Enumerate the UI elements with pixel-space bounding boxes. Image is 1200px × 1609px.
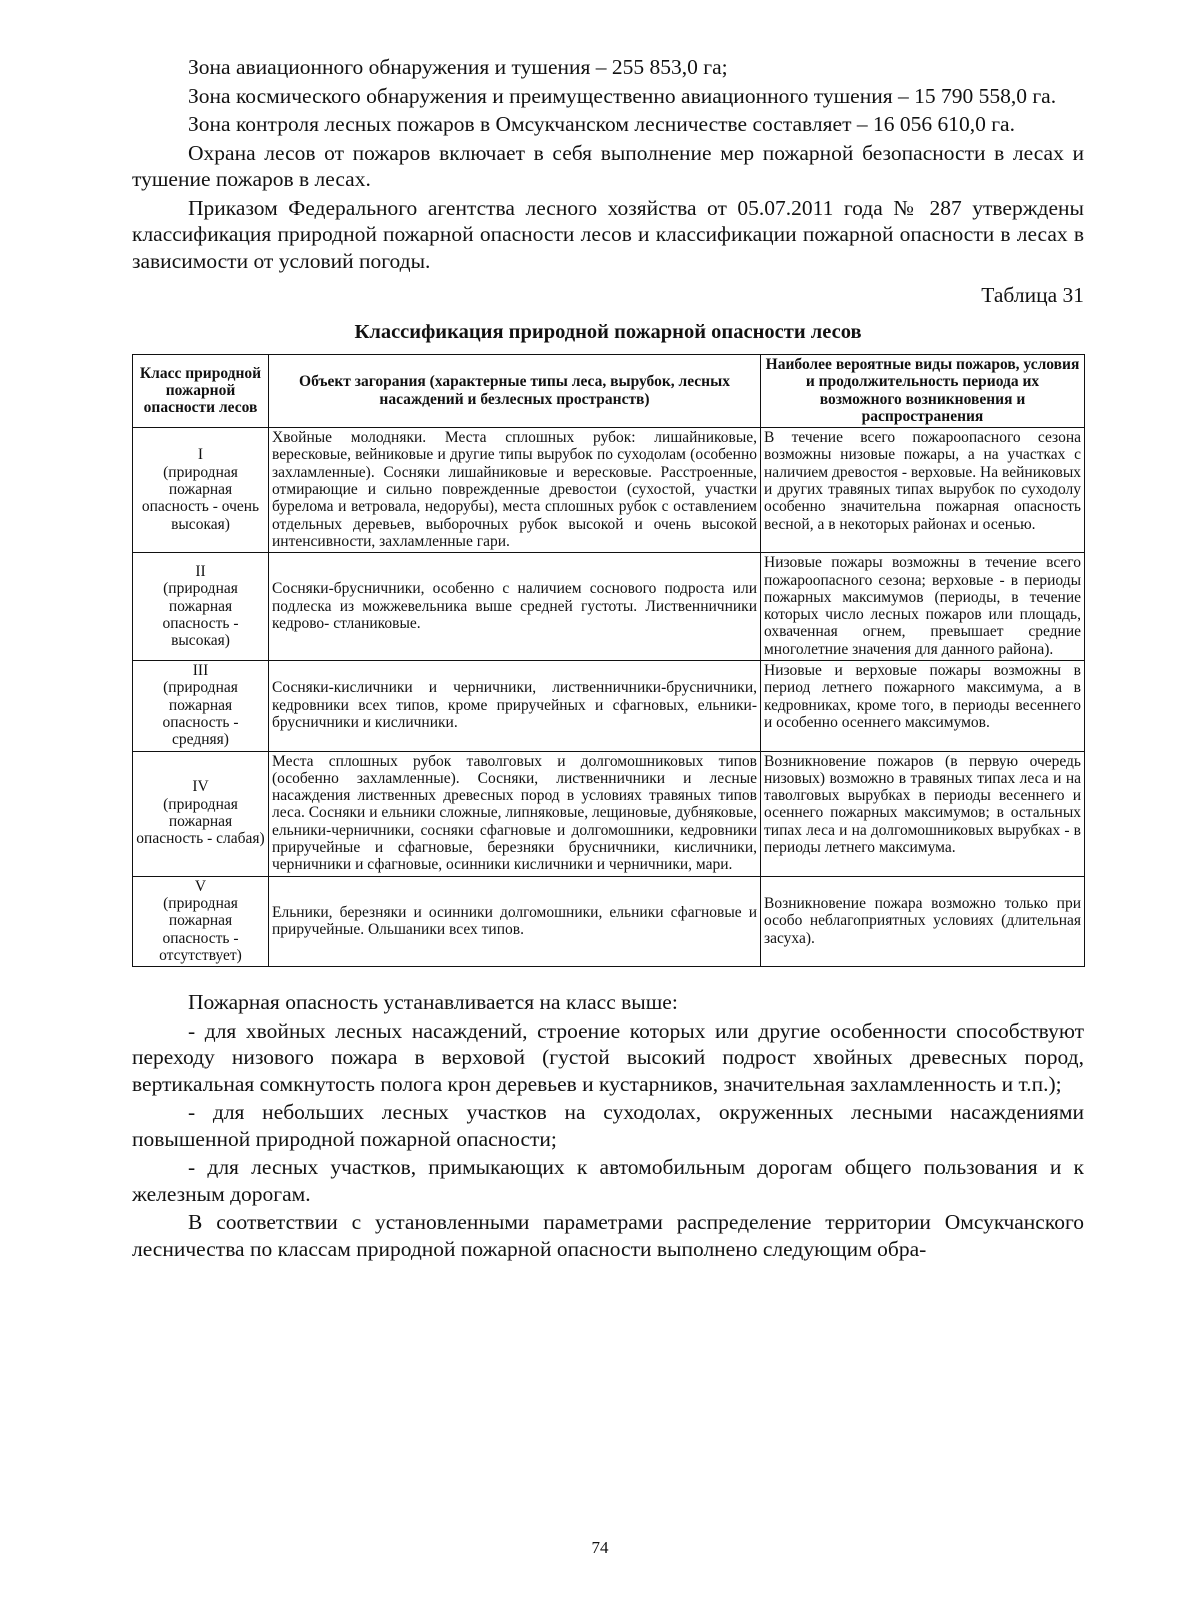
class-cell: IV (природная пожарная опасность - слабая)	[133, 751, 269, 876]
class-cell: III (природная пожарная опасность - средняя)	[133, 661, 269, 751]
document-page	[132, 54, 1084, 1264]
paragraph-space-zone: Зона космического обнаружения и преимущественно авиационного тушения – 15 790 558,0 га.	[188, 83, 1057, 108]
object-cell: Места сплошных рубок таволговых и долгомошниковых типов (особенно захламленные). Сосняки, лиственничники и лесные насаждения лиственных древесных пород в условиях травяных типов леса. Сосняки и ельники сложные, липняковые, лещиновые, дубняковые, ельники-черничники, сосняки сфагновые и долгомошники, кедровники приручейные и сфагновые, березняки брусничники, кисличники, черничники и сфагновые, осинники кисличники и черничники, мари.	[269, 751, 761, 876]
header-fire-types: Наиболее вероятные виды пожаров, условия и продолжительность периода их возможного возникновения и распространения	[761, 355, 1085, 428]
fire-cell: Низовые и верховые пожары возможны в период летнего пожарного максимума, а в кедровниках, кроме того, в периоды весеннего и особенно осеннего максимумов.	[761, 661, 1085, 751]
table-row	[133, 428, 1085, 553]
table-row	[133, 553, 1085, 661]
table-row	[133, 751, 1085, 876]
class-cell: I (природная пожарная опасность - очень высокая)	[133, 428, 269, 553]
table-title: Классификация природной пожарной опасности лесов	[354, 321, 862, 343]
fire-cell: Возникновение пожара возможно только при особо неблагоприятных условиях (длительная засуха).	[761, 876, 1085, 966]
paragraph-control-zone: Зона контроля лесных пожаров в Омсукчанском лесничестве составляет – 16 056 610,0 га.	[188, 112, 1015, 136]
object-cell: Сосняки-брусничники, особенно с наличием соснового подроста или подлеска из можжевельника выше средней густоты. Лиственничники кедрово- стланиковые.	[269, 553, 761, 661]
table-row	[133, 661, 1085, 751]
fire-cell: В течение всего пожароопасного сезона возможны низовые пожары, а на участках с наличием древостоя - верховые. На вейниковых и других травяных типах вырубок по суходолу особенно значительна пожарная опасность весной, а в некоторых районах и осенью.	[761, 428, 1085, 553]
fire-cell: Возникновение пожаров (в первую очередь низовых) возможно в травяных типах леса и на таволговых вырубках в периоды весеннего и осеннего пожарных максимумов; в остальных типах леса и на долгомошниковых вырубках - в периоды летнего максимума.	[761, 751, 1085, 876]
table-number: Таблица 31	[981, 283, 1084, 307]
fire-cell: Низовые пожары возможны в течение всего пожароопасного сезона; верховые - в периоды пожарных максимумов (периоды, в течение которых число лесных пожаров или площадь, охваченная огнем, превышает средние многолетние значения для данного района).	[761, 553, 1085, 661]
object-cell: Сосняки-кисличники и черничники, лиственничники-брусничники, кедровники всех типов, кроме приручейных и сфагновых, ельники- брусничники и кисличники.	[269, 661, 761, 751]
paragraph-distribution: В соответствии с установленными параметрами распределение территории Омсукчанского лесничества по классам природной пожарной опасности выполнено следующим обра-	[132, 1210, 1084, 1261]
paragraph-aviation-zone: Зона авиационного обнаружения и тушения – 255 853,0 га;	[188, 55, 728, 79]
page-number: 74	[591, 1538, 609, 1557]
paragraph-order: Приказом Федерального агентства лесного хозяйства от 05.07.2011 года № 287 утверждены классификация природной пожарной опасности лесов и классификации пожарной опасности в лесах в зависимости от условий погоды.	[132, 195, 1084, 273]
paragraph-small-plots: - для небольших лесных участков на суходолах, окруженных лесными насаждениями повышенной природной пожарной опасности;	[132, 1100, 1084, 1151]
header-class: Класс природной пожарной опасности лесов	[133, 355, 269, 428]
paragraph-forest-protection: Охрана лесов от пожаров включает в себя выполнение мер пожарной безопасности в лесах и тушение пожаров в лесах.	[132, 140, 1084, 191]
object-cell: Ельники, березняки и осинники долгомошники, ельники сфагновые и приручейные. Ольшаники всех типов.	[269, 876, 761, 966]
object-cell: Хвойные молодняки. Места сплошных рубок: лишайниковые, вересковые, вейниковые и другие типы вырубок по суходолам (особенно захламленные). Сосняки лишайниковые и вересковые. Расстроенные, отмирающие и сильно поврежденные древостои (сухостой, участки бурелома и ветровала, недорубы), места сплошных рубок с оставлением отдельных деревьев, выборочных рубок высокой и очень высокой интенсивности, захламленные гари.	[269, 428, 761, 553]
class-cell: II (природная пожарная опасность - высокая)	[133, 553, 269, 661]
fire-danger-table	[132, 354, 1085, 967]
paragraph-class-raise: Пожарная опасность устанавливается на класс выше:	[188, 990, 678, 1015]
paragraph-conifer-stands: - для хвойных лесных насаждений, строение которых или другие особенности способствуют переходу низового пожара в верховой (густой высокий подрост хвойных древесных пород, вертикальная сомкнутость полога крон деревьев и кустарников, значительная захламленность и т.п.);	[132, 1018, 1084, 1096]
table-header-row	[133, 355, 1085, 428]
class-cell: V (природная пожарная опасность - отсутствует)	[133, 876, 269, 966]
header-object: Объект загорания (характерные типы леса, вырубок, лесных насаждений и безлесных пространств)	[269, 355, 761, 428]
paragraph-road-plots: - для лесных участков, примыкающих к автомобильным дорогам общего пользования и к железным дорогам.	[132, 1155, 1084, 1206]
table-row	[133, 876, 1085, 966]
